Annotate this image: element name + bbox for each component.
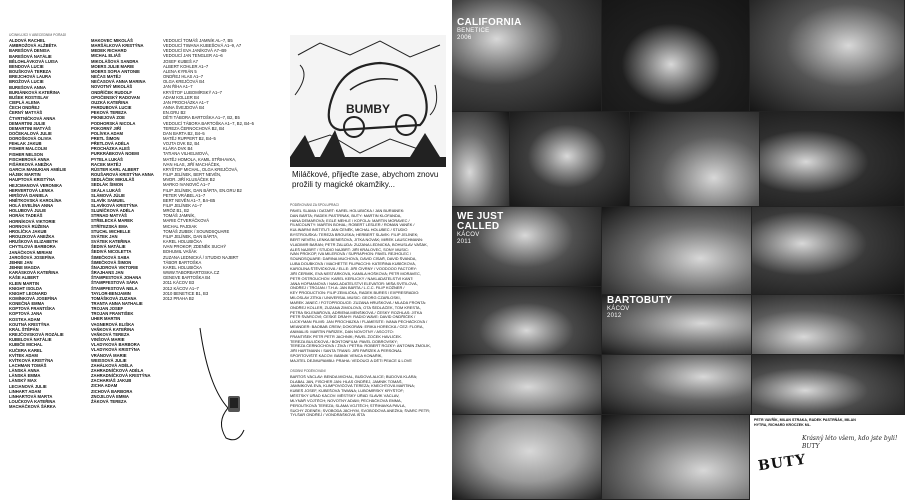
photo-credit-item: MARKO IVANOVIČ A1–7 (163, 182, 210, 188)
credit-line: DAN BÁRTA; RADEK PASTRŇÁK, BUTY: MARTIN KLOFANDA, (290, 213, 402, 218)
caption-text: Miláčkové, přijeďte zase, abychom znovu prožili ty magické okamžiky... (292, 170, 439, 189)
name-item: VAŇKOVÁ TEREZA (91, 331, 130, 337)
name-item: PODHORSKÁ NICOLA (91, 120, 136, 126)
credit-line: SUCHÝ ZDENĚK; SVOBODA JÁCHYM, SVOBODOVÁ ANEŽKA; ŠVARC PETR; (290, 408, 431, 413)
credit-line: MEANDER: BAOBAB CREW; DOKORÁN: ERIKA HORECKÁ / ČEZ: FLORA, (290, 325, 424, 330)
name-item: ČECH ONDŘEJ (9, 105, 40, 111)
credit-line: LUBA DOUBKOVÁ / MACHETTE FILIPACCHI: KATEŘINA KUBÍČKOVÁ, (290, 262, 416, 267)
name-item: HRUŠKOVÁ ELIZABETH (9, 239, 58, 245)
name-item: FIŠÁRKOVÁ ANEŽKA (9, 161, 53, 167)
name-item: LÁNSKÁ EMMA (9, 373, 41, 379)
collage-photo (452, 287, 601, 354)
credit-line: JIŘÍ ČERMÍK, EVA NESTÁRKOVÁ, KAMILA HOŠKOVÁ; PETR MORAVEC, (290, 271, 421, 276)
photo-credit-item: IVAN PROKOP, ZDENĚK SUCHÝ (163, 244, 227, 250)
name-item: PRETL ŠIMON (91, 135, 120, 141)
name-item: TOMÁŠKOVÁ ZUZANA (91, 295, 137, 301)
credits-header: PODĚKOVÁNÍ ZA SPOLUPRÁCI (290, 203, 339, 207)
name-item: PIKNEJOVÁ ZOE (91, 115, 125, 121)
credit-line: PETR OSTROUCHOV: KAREL KERLICKÝ / NAKLADATELSTVÍ KANT: (290, 276, 414, 281)
photo-credit-item: ALENA KYRIÁN 5 (163, 68, 197, 74)
name-item: JEHNE JAN (9, 259, 33, 265)
name-item: POLÍVKA ADAM (91, 130, 124, 136)
collage-photo (760, 112, 904, 206)
name-item: TROJAN JOSEF (91, 306, 124, 312)
photo-credit-item: WWW.TABORBARTOSKA.CZ (163, 270, 220, 276)
names-column-1 (9, 33, 73, 409)
name-item: NOVOTNÝ MIKOLÁŠ (91, 84, 133, 90)
photo-credit-item: FILIP JELÍNEK A1–7 (163, 203, 202, 208)
name-item: BREJCHOVÁ LAURA (9, 74, 52, 80)
photo-credit-item: KRYŠTOF MICHAL, OLGA KREJČOVÁ, (163, 166, 239, 172)
name-item: HEJCMANOVÁ VERONIKA (9, 182, 63, 188)
photo-credit-item: JOSEF KUBEŠ A7 (163, 58, 198, 64)
photo-credit-item: TÁBOR BARTOŠKA (163, 259, 202, 265)
credits-column (290, 203, 442, 418)
photo-credit-item: JAN PROCHÁZKA A1–7 (163, 99, 209, 105)
name-item: DEMARTINI JULIE (9, 120, 46, 126)
credit-line: BYSTROUŠKA: TEREZA BROUSKA; HERBERT SLAVÍK: FILIP JELÍNEK; (290, 233, 419, 238)
name-item: ŠTAMPESTOVÁ JOHANA (91, 275, 142, 281)
photo-credit-item: KLÁRA DVK B4 (163, 146, 193, 152)
name-item: HNĚTKOVSKÁ KAROLÍNA (9, 198, 62, 203)
photo-credit-item: ONDŘEJ HLAS A1–7 (163, 74, 204, 80)
credit-line: SOUNDSQUARE: DARINA MUCHOVÁ, DAVID CÍSAŘ, DAVID ŠVANDA, (290, 257, 417, 262)
name-item: FEHLAK JAKUB (9, 141, 42, 147)
credit-line: ANIMALIS: MARTIN PAŘÍZEK, DAN NOVOTNÝ / ASCOTO: (290, 329, 394, 334)
name-item: MICHAL ELIÁŠ (91, 53, 121, 59)
credit-line: VLADIMÍR BARAN; PETR ŽALUDA: ZUZANA LEDNICKÁ, BOHUSLAV VAŠÁK, (290, 242, 428, 247)
photo-credit-item: ZUZANA LEDNICKÁ / STUDIO NAJBRT (163, 254, 239, 260)
name-item: KARÁSKOVÁ KATEŘINA (9, 270, 59, 276)
name-item: KUČERA KAREL (9, 347, 43, 353)
collage-photo (602, 207, 751, 294)
name-item: BROŽOVÁ LUCIE (9, 79, 44, 85)
credit-line: PEROUTKOVÁ TEREZA; SLÁMA VOJTĚCH; STŘIHAVKA PAVLA, (290, 403, 406, 408)
name-item: LACHMAN TOMÁŠ (9, 363, 47, 368)
name-item: KOMÍNKOVÁ JOSEFÍNA (9, 295, 58, 301)
name-item: KUBIČE MICHAL (9, 342, 43, 348)
name-item: HROUZKOVÁ ANEŽKA (9, 234, 55, 240)
credit-line: KULINÁRNÍ INSTITUT: JAN ČENĚK, MICHAL HOLUBEC / STUDIO (290, 228, 408, 233)
name-item: LINHARTOVÁ MARTA (9, 393, 53, 399)
name-item: JAROŠOVÁ JOSEFÍNA (9, 254, 55, 260)
names-list-2 (91, 38, 161, 404)
credit-line: DLABAL JAN, FISCHER JAN: HLAS ONDŘEJ, JAMNÍK TOMÁŠ, (290, 379, 403, 384)
photo-credit-item: TATIANA VILHELMOVÁ, (163, 151, 209, 157)
credit-line: TYLŠAR ONDŘEJ / VONDRÁŠKOVÁ ISTA (290, 413, 365, 418)
credit-line: HANA DEMAROVÁ; EGLÉ MEHLE / KOFOLA: MARTIN MORAVEC / (290, 218, 410, 223)
name-item: MAKOVEC MIKOLÁŠ (91, 38, 133, 43)
credit-line: PETRA SKLENÁŘOVÁ, ADRIENA MENŠÍKOVÁ / ČESKÝ ROZHLAS: JITKA (290, 310, 423, 315)
photo-credit-item: VOJTA DVK B2, B4 (163, 141, 200, 147)
name-item: ČERNÝ MATYÁŠ (9, 110, 43, 116)
credit-line: KAROLÍNA ŠTĚVÍČKOVÁ / ELLE: JIŘÍ ČIVRNÝ / VOODOOO FACTORY: (290, 266, 417, 271)
photo-credit-item: KAREL HOLUBIČKA (163, 264, 202, 270)
name-item: BĚLOHLÁVKOVÁ LUISA (9, 58, 58, 64)
label-bartobuty: BARTOBUTY KÁCOV 2012 (607, 295, 673, 319)
name-item: ŠIMEČKOVÁ ŠIMON (91, 259, 132, 265)
name-item: BURIÁNKOVÁ KATEŘINA (9, 89, 60, 95)
name-item: OUZKÁ KATEŘINA (91, 99, 129, 105)
name-item: SKÁLA LUKÁŠ (91, 187, 121, 193)
name-item: VAŇKOVÁ KATEŘINA (91, 326, 135, 332)
photo-credit-item: ALBERT KOHLER A1–7 (163, 63, 209, 69)
photo-credit-item: TOMÁŠ JAMNÍK, (163, 213, 196, 219)
name-item: SLÁMOVÁ JÚLIE (91, 192, 125, 198)
name-item: POKORNÝ JIŘÍ (91, 125, 122, 131)
photo-credit-item: 2010 BENETICE B1, B3 (163, 290, 209, 296)
credit-line: MAREK JANEČ / FOTOPRODUCE: ZUZANA HRUŠKOVÁ / MLADÁ FRONTA: (290, 300, 427, 305)
name-item: LINHART ADAM (9, 388, 41, 394)
credit-line: MAJITEL DEJMUPAMBU: PRAHA: VEDOUCÍ A DĚTI PEACE & LOVE (290, 359, 412, 363)
name-item: ŠIMEČKOVÁ SABA (91, 254, 130, 260)
name-item: VINŠOVÁ MARIE (91, 337, 125, 343)
collage-photo (452, 355, 601, 414)
name-item: ROUŠAROVÁ KRISTÝNA ANNA (91, 172, 154, 178)
buty-members-note: PETR VAVŘÍK, MILAN STRAKA, RADEK PASTRŇÁK, MILAN HYTRA, RICHARD KROCZEK ML. (754, 418, 856, 427)
credit-line: FILMCOUNTY: MARTIN BOHAL; ROBERT LESLER / ROMAN VANĚK / (290, 223, 415, 228)
label-we-just-called: WE JUST CALLED KÁCOV 2011 (457, 211, 504, 245)
photo-credit-item: JAN ŘÍHA A1–7 (163, 84, 193, 90)
name-item: ONDŘÍČEK RUDOLF (91, 89, 132, 95)
name-item: ZICHA ADAM (91, 383, 118, 389)
name-item: JEHNE MAGDA (9, 265, 40, 271)
photo-credit-item: 2012 PRAHA B2 (163, 295, 194, 301)
credit-line: TEREZA BULÍČKOVÁ / BONTONFILM: PAVEL DOBROVSKÝ; (290, 339, 398, 344)
credit-line: ALEŠ NAJBRT / STUDIO NAJBRT: JIŘÍ KRÁLOVEC, SONY MUSIC: (290, 247, 409, 252)
name-item: MARŠÁLKOVÁ KRISTÝNA (91, 43, 144, 49)
name-item: RACEK MATĚJ (91, 161, 121, 167)
credits-list (290, 209, 442, 364)
name-item: ZACHARIÁŠ JAKUB (91, 378, 132, 384)
name-item: DEMARTINI MATYÁŠ (9, 125, 51, 131)
name-item: FISCHEROVÁ ANNA (9, 156, 50, 162)
name-item: BENDOVÁ LUCIE (9, 63, 44, 69)
name-item: KNIGHT LEONARD (9, 290, 47, 296)
names-column-2 (91, 33, 161, 404)
name-item: ŠTAMPFESTOVÁ NELA (91, 285, 138, 291)
name-item: KOPTOVÁ JANA (9, 311, 43, 317)
collage-photo (510, 112, 629, 206)
name-item: SEDLÁČEK MIKULÁŠ (91, 177, 135, 183)
name-item: KNIGHT ISOLDA (9, 285, 43, 291)
name-item: TROJAN FRANTIŠEK (91, 311, 134, 317)
collage-photo (630, 112, 759, 206)
name-item: ŠRAJHANS JAN (91, 270, 124, 276)
name-item: LÁNSKÁ ANNA (9, 368, 40, 374)
collage-photo (752, 207, 904, 294)
name-item: ZICHOVÁ BARBORA (91, 388, 133, 394)
hero-graffiti-text: BUMBY (346, 102, 390, 116)
credits2-list (290, 375, 442, 419)
name-item: PEKOVÁ TEREZA (91, 110, 127, 116)
name-item: ALDOVÁ RACHEL (9, 38, 46, 44)
name-item: ŠTAMPFESTOVÁ SÁRA (91, 280, 139, 286)
name-item: VLADYKOVÁ KRISTÝNA (91, 347, 140, 353)
name-item: FISHER NELSON (9, 151, 43, 157)
photo-credit-item: KRYŠTOF LUBOMÍRSKÝ A1–7 (163, 89, 222, 95)
name-item: KREJČOVSKOVÁ ROZÁLIE (9, 332, 64, 338)
photo-credit-item: BOHUMIL VAŠÁK (163, 249, 197, 255)
name-item: DOČEKALOVÁ JULIE (9, 130, 52, 136)
name-item: KOSTKA ADAM (9, 316, 41, 322)
photo-credit-item: ADAM KOLLER B4 (163, 94, 200, 100)
names-header: ÚČINKUJÍCÍ V ABECEDNÍM POŘADÍ (9, 33, 67, 37)
name-item: KLEIN MARTIN (9, 280, 40, 286)
photo-credit-item: EN.GRU B2 (163, 110, 186, 116)
photo-credit-item: DĚTI TÁBORA BARTOŠKA A1–7, B2, B5 (163, 115, 240, 121)
credit-line: JAMNÍKOVÁ EVA, KLIMPOVIČOVÁ TEREZA; KNECHTOVÁ MARTINA; (290, 384, 415, 389)
credit-line: KUBEŠ JOSEF, KUBEŠOVÁ TIWANA; LUBOMÍRSKÝ KRYŠTOF; (290, 389, 405, 394)
credit-line: JIŘÍ HARTMANN / SANTA TRANS: JIŘÍ PAŘÍZEK A PERSONÁL (290, 349, 402, 354)
credit-line: KEY PRODUCTION: FILIP ZEMLIČKA, RADEK BURES / EXPRESRADIO: (290, 291, 420, 296)
name-item: HAUPTOVÁ KRISTÝNA (9, 177, 55, 183)
photo-credit-item: VEDOUCÍ JAN TENGLER A1–6 (163, 53, 223, 59)
name-item: HOLÁ EVELÍNA ANNA (9, 203, 54, 209)
name-item: ŠEDIVÁ NICOLETTA (91, 249, 132, 255)
photo-credit-item: TOMÁŠ ZUBEK / SOUNDSQUARE (163, 228, 230, 234)
credit-line: PETR ŠVARCOVÍ; ČESKÉ DRÁHY: RADIO WAVE: DAVID ONDŘÍČEK / (290, 315, 416, 320)
name-item: STRNAD MATYÁŠ (91, 213, 127, 219)
name-item: MEDEK RICHARD (91, 48, 127, 54)
name-item: TRANTA ANNA NATHALIE (91, 300, 143, 306)
photo-credit-item: DAN BARTA B2, B4–5 (163, 130, 205, 136)
name-item: MIKOLÁŠOVÁ SANDRA (91, 58, 139, 64)
name-item: HROLÍČKA JAKUB (9, 228, 47, 234)
credit-line: SPORTOVIŠTĚ KÁCOV: BÁBNÍK VENCA KONAŘÍK, (290, 354, 383, 359)
name-item: SLAVÍK SAMUEL (91, 197, 125, 203)
name-item: KVÍTEK ADAM (9, 352, 38, 358)
collage-photo (750, 0, 904, 111)
photo-credit-item: BERT NEVĚN A1–7, B4–B5 (163, 197, 216, 203)
right-page-photo-collage (452, 0, 905, 500)
name-item: LECIANOVÁ JULIE (9, 383, 47, 389)
credit-line: IVAN PROKOP, IVA MILEROVÁ / SUPRAPHON: PAVEL REJHOLEC / (290, 252, 411, 257)
name-item: VAGNEROVÁ ELIŠKA (91, 321, 135, 327)
name-item: HORNOVÁ RŮŽENA (9, 223, 50, 229)
credit-line: ONDŘEJ / TROJAN / T.H.A: JAN BÁRTA / L.C.C. FILIP KOŽNER / (290, 286, 405, 291)
name-item: KONEČNÁ EMMA (9, 301, 45, 307)
name-item: KRÁL ŠTĚPÁN (9, 326, 39, 332)
name-item: VRÁNOVÁ MARIE (91, 352, 127, 358)
name-item: ŠNAJDROVÁ VIKTORIE (91, 264, 139, 270)
name-item: TAYLOR-BENJAMIN (91, 290, 131, 296)
buty-logo: BUTY (757, 451, 808, 475)
collage-photo (752, 355, 904, 414)
photo-credit-item: 2011 KÁCOV B3 (163, 280, 195, 286)
name-item: KUBELOVÁ NATÁLIE (9, 337, 52, 343)
name-item: MOERS JULIE MARIE (91, 63, 135, 69)
name-item: ŠEDIVÁ NATÁLIE (91, 244, 126, 250)
photo-credit-item: GENEVE BARTOŠKA B4 (163, 275, 211, 281)
photo-credits-column (163, 33, 263, 301)
name-item: ŽÁKOVÁ TEREZA (91, 398, 127, 404)
name-item: KOUTNÁ KRISTÝNA (9, 321, 50, 327)
name-item: HOLUBOVÁ JULIE (9, 208, 46, 214)
name-item: ZAHÁLKOVÁ ADÉLA (91, 362, 133, 368)
photo-credit-item: TEREZA ČERNOCHOVÁ B2, B4 (163, 125, 225, 131)
collage-photo (602, 355, 751, 414)
credit-line: PAVEL SLÁMA / DATART: KAREL HOLUBIČKA / JAN BURIÁNEK: (290, 208, 405, 213)
name-item: UHER MARTIN (91, 316, 121, 322)
name-item: SEDLÁK ŠIMON (91, 182, 124, 188)
photo-credit-item: FILIP JELÍNEK, DAN BÁRTA, (163, 233, 219, 239)
credit-line: MLYNÁŘ VOJTĚCH; NOVOTNÝ ADAM; PECHÁČKOVÁ EMMA, (290, 398, 402, 403)
name-item: KVÍTKOVÁ KRISTÝNA (9, 357, 54, 363)
credit-line: ONDŘEJ KOLLER, ZUZANA ZIMOLOVÁ, OTA ŠEDLÁČEK, TOM KRESTA, (290, 305, 421, 310)
credit-line: BERT NEVĚN; LENKA BENEŠOVÁ, JITKA NOVÁK; MIREK LAUSCHMANN: (290, 237, 424, 242)
photo-credit-item: ANNA ŠVEJDOVÁ B4 (163, 105, 205, 111)
name-item: VLADYKOVÁ BARBORA (91, 342, 140, 348)
credit-line: MĚSTSKÝ ÚŘAD KÁCOV: MĚSTSKÝ ÚŘAD SLAVÍK VÁCLAV, (290, 394, 400, 399)
name-item: RŮSTER KARL ALBERT (91, 166, 139, 172)
name-item: LÁNSKÝ MAX (9, 378, 37, 384)
name-item: SVÁTEK JAN (91, 233, 118, 239)
names-list-1 (9, 38, 73, 409)
name-item: DOROŠKOVÁ OLIVIA (9, 136, 52, 142)
name-item: SLAVÍKOVÁ KRISTÝNA (91, 203, 138, 208)
name-item: PARDUBOVÁ LUCIE (91, 105, 132, 111)
photo-credit-item: MICHAL PAJDIAK (163, 223, 197, 229)
name-item: KÁŠE ALBERT (9, 275, 39, 281)
name-item: HERVERTOVÁ LENKA (9, 187, 54, 193)
name-item: ZNOJILOVÁ EMMA (91, 393, 129, 399)
graffiti-car-photo (290, 35, 446, 167)
collage-photo (452, 415, 601, 499)
name-item: NEČAS MATĚJ (91, 74, 121, 80)
credit-line: TEREZA ČERNOCHOVÁ / ŽIVÁ / PETRA: ROBERT ROZKÝ: ANTONÍN ŽMOLÍK, (290, 344, 431, 349)
handwritten-dedication: Krásný léto všem, kdo jste byli! BUTY (802, 435, 898, 450)
name-item: AMBROŽOVÁ ALŽBĚTA (9, 43, 57, 49)
name-item: WEISSOVÁ JULIE (91, 357, 127, 363)
name-item: PYTELA LUKÁŠ (91, 156, 123, 162)
name-item: KOPTOVÁ FRANTIŠKA (9, 306, 55, 312)
photo-credit-item: PETER VRÁBEL A1–7 (163, 192, 206, 198)
collage-photo (602, 0, 749, 111)
name-item: BOUŠKOVÁ TEREZA (9, 69, 52, 75)
name-item: ZAHRADNÍČKOVÁ KRISTÝNA (91, 373, 151, 379)
credits2-header: OSOBNÍ PODĚKOVÁNÍ (290, 368, 326, 373)
name-item: SVÁTEK KATEŘINA (91, 239, 131, 245)
name-item: PURKRÁBKOVÁ NOEMI (91, 151, 139, 157)
photo-credit-item: MVDR. JIŘÍ KLUSÁČEK B2 (163, 177, 215, 183)
name-item: BAREŠOVÁ NATÁLIE (9, 53, 52, 59)
name-item: NEČASOVÁ ANNA MARINA (91, 79, 146, 85)
photo-credit-item: VEDOUCÍ TÁBORA BARTOŠKA A1–7, B2, B4–5 (163, 120, 255, 126)
photo-credit-item: IVAN HLAS, JIŘÍ MACHÁČEK, (163, 161, 221, 167)
credit-line: JANA HOFMANOVÁ / NAKLADATELSTVÍ ELEVATOR: MÍŠA SVÍTILOVÁ, (290, 281, 418, 286)
name-item: CIEPLÁ ALENA (9, 100, 40, 106)
collage-photo (602, 415, 749, 499)
name-item: LOUČKOVÁ KATEŘINA (9, 399, 56, 405)
name-item: FISHER MALCOLM (9, 146, 47, 152)
photo-credit-item: FILIP JELÍNEK, BERT NEVĚN, (163, 172, 222, 178)
credit-line: LUCKYMAN FILMS: JAN PROCHÁZKA / FLAMESITE: IVANA PECHÁČKOVÁ / (290, 320, 428, 325)
name-item: MACHÁČKOVÁ ŠÁRKA (9, 404, 56, 410)
name-item: STUCHL MICHELLE (91, 228, 131, 234)
name-item: SLUNÍČKOVÁ ADÉLA (91, 208, 135, 214)
photo-credits-list (163, 38, 263, 301)
name-item: ČTVRTNÍČKOVÁ ANNA (9, 115, 56, 121)
photo-credit-item: VEDOUCÍ EVA JANÍKOVÁ A7–B9 (163, 48, 227, 54)
name-item: ZAHRADNÍČKOVÁ ADÉLA (91, 368, 144, 373)
credit-line: MILOSLAV ZÍTKA / UNIVERSAL MUSIC: GEORG CZARLOSKI, (290, 296, 401, 301)
photo-credit-item: OLGA KREJČOVÁ B4 (163, 79, 205, 85)
collage-photo (752, 295, 904, 354)
photo-credit-item: VEDOUCÍ TOMÁŠ JAMNÍK AL–7, B5 (163, 38, 233, 43)
credit-line: FRANTIŠEK PETR PETR JACHNÍK; PAVEL ŽOČEK HAVLÍČEK. (290, 334, 403, 339)
hanging-lamp-illustration (198, 326, 258, 444)
left-page (0, 0, 452, 500)
name-item: CHYTILOVÁ BARBORA (9, 244, 56, 250)
photo-credit-item: VEDOUCÍ TIWANA KUBEŠOVÁ A1–9, A7 (163, 43, 242, 49)
collage-photo (452, 112, 509, 206)
name-item: OPOČENSKÝ RADOVAN (91, 94, 140, 100)
name-item: JANÁČKOVÁ MIRIAM (9, 249, 53, 255)
photo-credit-item: 2012 KÁCOV A1–7 (163, 285, 199, 291)
name-item: BUŠEK ROSTISLAV (9, 94, 49, 100)
name-item: MOERS SOFIA ANTONIE (91, 68, 140, 74)
photo-credit-item: MATĚJ HOMOLA, KAMIL STŘIHAVKA, (163, 156, 237, 162)
name-item: HIRŠOVÁ DANIELA (9, 192, 48, 198)
photo-credit-item: MATĚJ RUPPERT B2, B4–5 (163, 135, 216, 141)
buty-panel (750, 415, 905, 500)
name-item: PROCHÁZKA ALEŠ (91, 146, 130, 152)
name-item: GARCIA MANUKIAN AMÉLIE (9, 167, 67, 173)
name-item: BUREŠOVÁ ANNA (9, 84, 46, 90)
photo-credit-item: FILIP JELÍNEK, DAN BÁRTA, EN.GRU B2 (163, 187, 242, 193)
name-item: HORNÍKOVÁ VIKTORIE (9, 218, 56, 224)
label-california: CALIFORNIA BENETICE 2006 (457, 17, 522, 41)
credit-line: BARTOŠ VÁCLAV: BENDA MICHAL, BUDOVÁ ALICE; BUDOVÁ KLÁRA; (290, 374, 418, 379)
name-item: BAREŠOVÁ DENISA (9, 48, 50, 54)
photo-credit-item: MRÓZ B1, B2 (163, 208, 190, 214)
name-item: PŘETLOVÁ ADÉLA (91, 141, 130, 147)
name-item: STŘELECKÁ MAREK (91, 218, 134, 224)
photo-credit-item: MARIE ČTVERÁČKOVÁ (163, 218, 210, 224)
name-item: HORÁK TADEÁŠ (9, 213, 43, 219)
name-item: HÁJEK MARTIN (9, 172, 41, 178)
name-item: STŘÍTEZSKÁ EMA (91, 223, 128, 229)
photo-credit-item: KAREL HOLUBIČKA (163, 239, 202, 245)
